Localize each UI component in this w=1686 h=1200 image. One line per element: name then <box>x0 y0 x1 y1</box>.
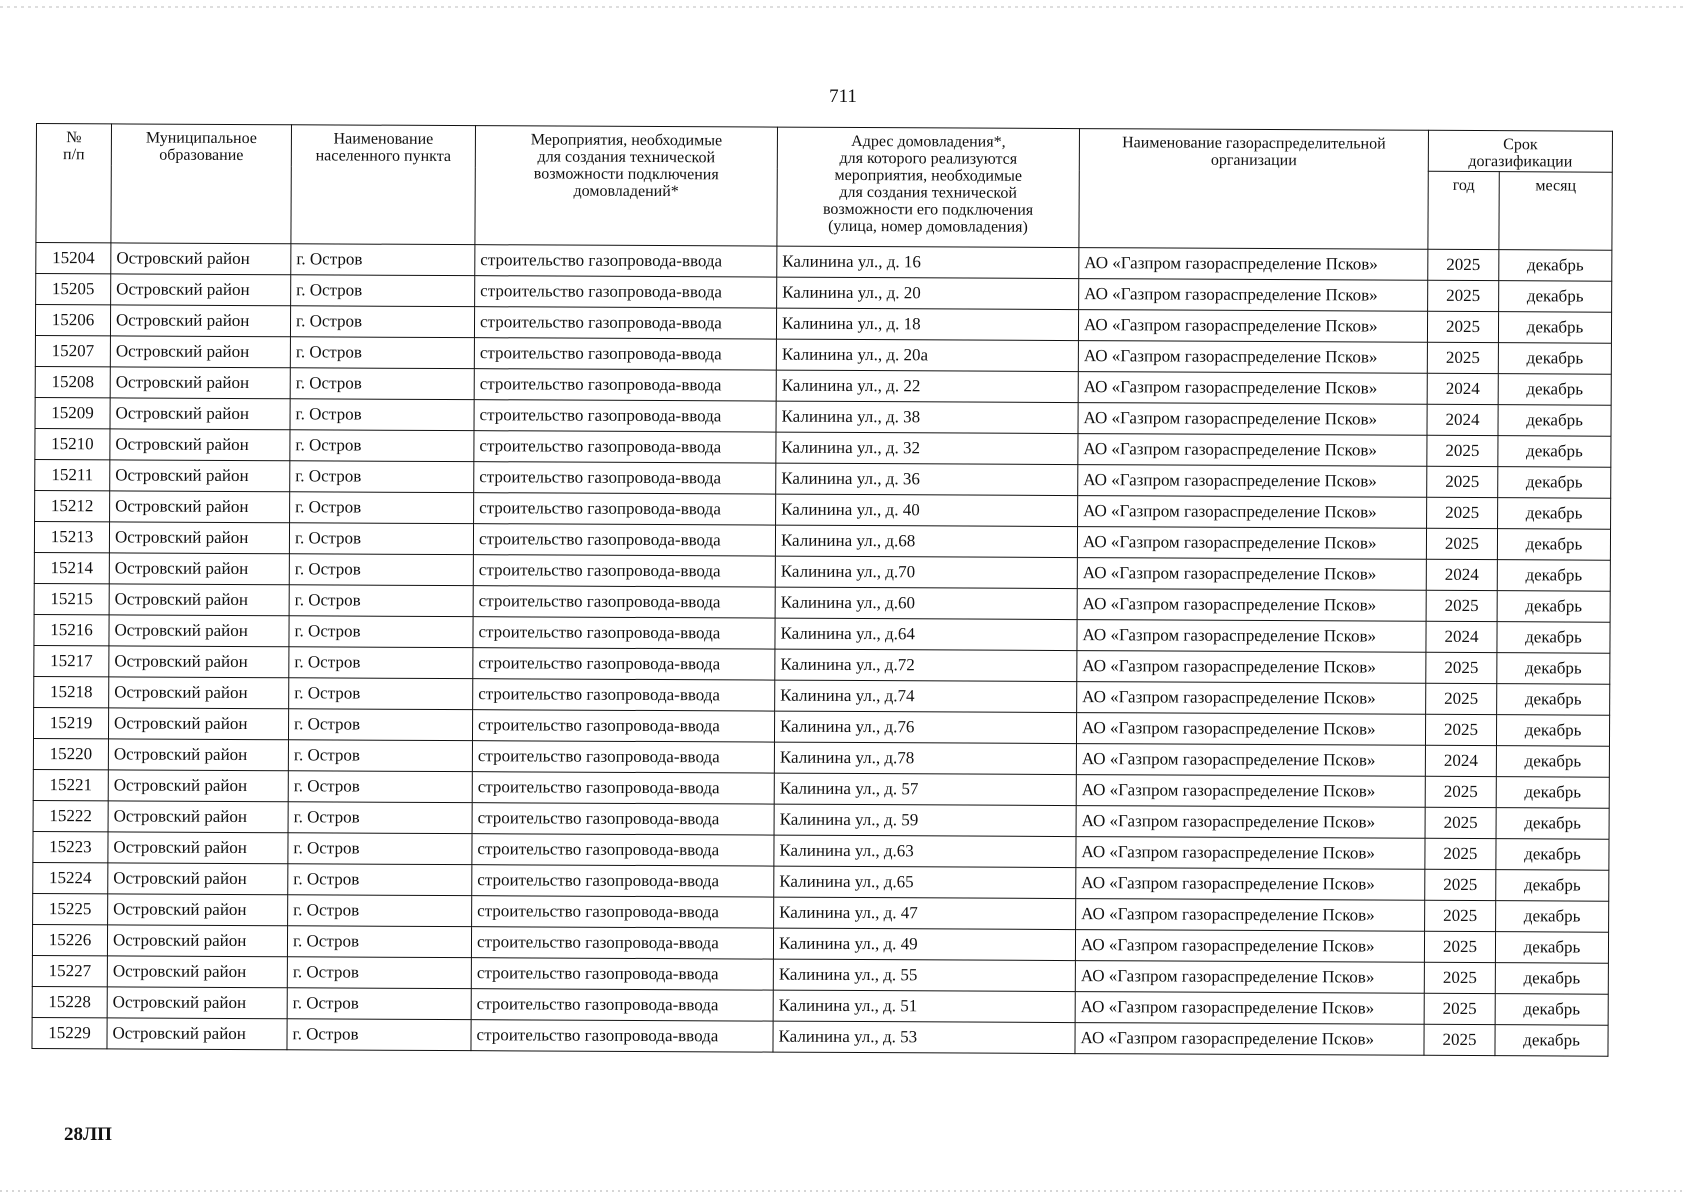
cell-activity: строительство газопровода-ввода <box>474 369 776 401</box>
cell-municipality: Островский район <box>111 274 291 306</box>
cell-activity: строительство газопровода-ввода <box>474 462 776 494</box>
cell-address: Калинина ул., д. 16 <box>777 246 1079 278</box>
cell-year: 2025 <box>1427 311 1498 342</box>
header-activities: Мероприятия, необходимые для создания технической возможности подключения домовладений* <box>475 126 778 246</box>
cell-locality: г. Остров <box>290 306 474 338</box>
cell-month: декабрь <box>1498 405 1611 437</box>
cell-num: 15204 <box>36 243 111 274</box>
cell-locality: г. Остров <box>288 771 472 803</box>
cell-num: 15208 <box>35 366 110 397</box>
header-num: № п/п <box>36 124 112 243</box>
cell-activity: строительство газопровода-ввода <box>471 958 773 990</box>
cell-organization: АО «Газпром газораспределение Псков» <box>1075 961 1424 994</box>
cell-activity: строительство газопровода-ввода <box>474 400 776 432</box>
table-row <box>32 1017 1608 1056</box>
page-number: 711 <box>829 86 857 107</box>
scan-edge-bottom <box>0 1190 1686 1192</box>
cell-num: 15205 <box>36 274 111 305</box>
cell-address: Калинина ул., д. 59 <box>774 804 1076 836</box>
cell-locality: г. Остров <box>288 709 472 741</box>
cell-activity: строительство газопровода-ввода <box>474 493 776 525</box>
cell-year: 2025 <box>1424 962 1495 993</box>
cell-organization: АО «Газпром газораспределение Псков» <box>1076 868 1425 901</box>
cell-municipality: Островский район <box>109 646 289 678</box>
cell-year: 2025 <box>1425 838 1496 869</box>
cell-num: 15209 <box>35 397 110 428</box>
cell-address: Калинина ул., д.72 <box>775 649 1077 681</box>
cell-locality: г. Остров <box>287 926 471 958</box>
cell-activity: строительство газопровода-ввода <box>472 741 774 773</box>
cell-activity: строительство газопровода-ввода <box>473 524 775 556</box>
cell-organization: АО «Газпром газораспределение Псков» <box>1078 496 1427 529</box>
cell-year: 2025 <box>1426 528 1497 559</box>
cell-municipality: Островский район <box>110 398 290 430</box>
header-month: месяц <box>1499 172 1612 251</box>
cell-month: декабрь <box>1495 963 1608 995</box>
cell-organization: АО «Газпром газораспределение Псков» <box>1078 372 1427 405</box>
cell-activity: строительство газопровода-ввода <box>474 431 776 463</box>
cell-month: декабрь <box>1498 374 1611 406</box>
cell-organization: АО «Газпром газораспределение Псков» <box>1076 837 1425 870</box>
cell-year: 2024 <box>1427 404 1498 435</box>
cell-month: декабрь <box>1496 870 1609 902</box>
cell-address: Калинина ул., д. 36 <box>776 463 1078 495</box>
cell-month: декабрь <box>1498 312 1611 344</box>
cell-organization: АО «Газпром газораспределение Псков» <box>1079 279 1428 312</box>
cell-organization: АО «Газпром газораспределение Псков» <box>1076 806 1425 839</box>
cell-year: 2025 <box>1425 869 1496 900</box>
cell-locality: г. Остров <box>289 585 473 617</box>
cell-activity: строительство газопровода-ввода <box>473 648 775 680</box>
cell-locality: г. Остров <box>288 802 472 834</box>
cell-month: декабрь <box>1495 932 1608 964</box>
cell-address: Калинина ул., д.76 <box>774 711 1076 743</box>
cell-month: декабрь <box>1496 777 1609 809</box>
cell-municipality: Островский район <box>110 305 290 337</box>
cell-num: 15218 <box>34 676 109 707</box>
cell-year: 2025 <box>1426 652 1497 683</box>
cell-year: 2025 <box>1426 683 1497 714</box>
cell-address: Калинина ул., д. 47 <box>774 897 1076 929</box>
cell-month: декабрь <box>1498 343 1611 375</box>
cell-locality: г. Остров <box>287 988 471 1020</box>
cell-year: 2025 <box>1427 435 1498 466</box>
cell-num: 15229 <box>32 1017 107 1048</box>
cell-municipality: Островский район <box>109 677 289 709</box>
cell-municipality: Островский район <box>107 956 287 988</box>
cell-activity: строительство газопровода-ввода <box>475 245 777 277</box>
cell-organization: АО «Газпром газораспределение Псков» <box>1076 744 1425 777</box>
cell-locality: г. Остров <box>287 957 471 989</box>
cell-organization: АО «Газпром газораспределение Псков» <box>1077 527 1426 560</box>
cell-organization: АО «Газпром газораспределение Псков» <box>1075 930 1424 963</box>
cell-address: Калинина ул., д. 51 <box>773 990 1075 1022</box>
cell-num: 15228 <box>32 986 107 1017</box>
cell-locality: г. Остров <box>289 647 473 679</box>
cell-organization: АО «Газпром газораспределение Псков» <box>1076 899 1425 932</box>
cell-activity: строительство газопровода-ввода <box>474 307 776 339</box>
scan-edge-top <box>0 6 1686 8</box>
cell-month: декабрь <box>1498 498 1611 530</box>
cell-municipality: Островский район <box>110 460 290 492</box>
cell-address: Калинина ул., д. 22 <box>776 370 1078 402</box>
cell-activity: строительство газопровода-ввода <box>474 338 776 370</box>
cell-locality: г. Остров <box>290 368 474 400</box>
cell-num: 15207 <box>35 335 110 366</box>
cell-activity: строительство газопровода-ввода <box>471 989 773 1021</box>
cell-year: 2024 <box>1427 373 1498 404</box>
cell-organization: АО «Газпром газораспределение Псков» <box>1076 775 1425 808</box>
cell-month: декабрь <box>1498 467 1611 499</box>
cell-activity: строительство газопровода-ввода <box>471 927 773 959</box>
cell-month: декабрь <box>1495 1025 1608 1057</box>
footer-code: 28ЛП <box>64 1124 112 1145</box>
cell-municipality: Островский район <box>109 522 289 554</box>
cell-organization: АО «Газпром газораспределение Псков» <box>1077 589 1426 622</box>
cell-municipality: Островский район <box>108 832 288 864</box>
cell-activity: строительство газопровода-ввода <box>472 834 774 866</box>
table-header-row <box>36 124 1612 173</box>
cell-municipality: Островский район <box>110 336 290 368</box>
cell-num: 15221 <box>33 769 108 800</box>
cell-locality: г. Остров <box>289 616 473 648</box>
cell-locality: г. Остров <box>288 740 472 772</box>
cell-address: Калинина ул., д.68 <box>775 525 1077 557</box>
cell-month: декабрь <box>1496 715 1609 747</box>
cell-year: 2025 <box>1427 466 1498 497</box>
cell-organization: АО «Газпром газораспределение Псков» <box>1077 651 1426 684</box>
cell-address: Калинина ул., д. 49 <box>773 928 1075 960</box>
cell-organization: АО «Газпром газораспределение Псков» <box>1075 992 1424 1025</box>
header-deadline: Срок догазификации <box>1428 130 1612 172</box>
cell-organization: АО «Газпром газораспределение Псков» <box>1078 403 1427 436</box>
cell-locality: г. Остров <box>289 678 473 710</box>
cell-num: 15211 <box>35 459 110 490</box>
cell-municipality: Островский район <box>109 584 289 616</box>
header-locality: Наименование населенного пункта <box>291 125 476 245</box>
cell-address: Калинина ул., д. 20а <box>776 339 1078 371</box>
cell-num: 15217 <box>34 645 109 676</box>
cell-organization: АО «Газпром газораспределение Псков» <box>1078 341 1427 374</box>
table-body <box>32 243 1612 1057</box>
cell-num: 15206 <box>35 305 110 336</box>
cell-num: 15215 <box>34 583 109 614</box>
cell-locality: г. Остров <box>290 337 474 369</box>
cell-organization: АО «Газпром газораспределение Псков» <box>1079 248 1428 281</box>
cell-address: Калинина ул., д. 57 <box>774 773 1076 805</box>
cell-num: 15222 <box>33 800 108 831</box>
cell-year: 2025 <box>1424 931 1495 962</box>
cell-organization: АО «Газпром газораспределение Псков» <box>1075 1023 1424 1056</box>
cell-year: 2024 <box>1425 745 1496 776</box>
cell-activity: строительство газопровода-ввода <box>472 865 774 897</box>
cell-address: Калинина ул., д.78 <box>774 742 1076 774</box>
cell-year: 2025 <box>1425 807 1496 838</box>
cell-activity: строительство газопровода-ввода <box>471 1020 773 1052</box>
cell-num: 15214 <box>34 552 109 583</box>
cell-municipality: Островский район <box>108 863 288 895</box>
header-municipality: Муниципальное образование <box>111 124 292 244</box>
cell-municipality: Островский район <box>110 429 290 461</box>
cell-year: 2025 <box>1428 249 1499 280</box>
cell-month: декабрь <box>1497 560 1610 592</box>
cell-municipality: Островский район <box>107 1018 287 1050</box>
cell-locality: г. Остров <box>291 244 475 276</box>
cell-organization: АО «Газпром газораспределение Псков» <box>1077 682 1426 715</box>
cell-num: 15212 <box>35 490 110 521</box>
header-year: год <box>1428 171 1499 249</box>
cell-num: 15224 <box>33 862 108 893</box>
cell-year: 2025 <box>1427 342 1498 373</box>
cell-municipality: Островский район <box>108 770 288 802</box>
cell-activity: строительство газопровода-ввода <box>473 555 775 587</box>
cell-municipality: Островский район <box>109 615 289 647</box>
cell-municipality: Островский район <box>109 553 289 585</box>
cell-num: 15216 <box>34 614 109 645</box>
cell-locality: г. Остров <box>291 275 475 307</box>
cell-num: 15220 <box>33 738 108 769</box>
cell-address: Калинина ул., д.60 <box>775 587 1077 619</box>
cell-address: Калинина ул., д. 18 <box>776 308 1078 340</box>
cell-month: декабрь <box>1497 529 1610 561</box>
cell-organization: АО «Газпром газораспределение Псков» <box>1078 465 1427 498</box>
cell-activity: строительство газопровода-ввода <box>473 617 775 649</box>
cell-activity: строительство газопровода-ввода <box>475 276 777 308</box>
cell-year: 2025 <box>1425 714 1496 745</box>
cell-address: Калинина ул., д.70 <box>775 556 1077 588</box>
cell-address: Калинина ул., д. 40 <box>776 494 1078 526</box>
cell-month: декабрь <box>1497 653 1610 685</box>
cell-activity: строительство газопровода-ввода <box>472 896 774 928</box>
cell-num: 15227 <box>32 955 107 986</box>
cell-year: 2025 <box>1427 497 1498 528</box>
cell-locality: г. Остров <box>289 554 473 586</box>
cell-year: 2025 <box>1424 993 1495 1024</box>
cell-municipality: Островский район <box>107 987 287 1019</box>
cell-locality: г. Остров <box>288 895 472 927</box>
cell-organization: АО «Газпром газораспределение Псков» <box>1077 558 1426 591</box>
cell-num: 15223 <box>33 831 108 862</box>
cell-year: 2024 <box>1426 621 1497 652</box>
gasification-table <box>31 123 1613 1057</box>
cell-year: 2025 <box>1425 900 1496 931</box>
cell-address: Калинина ул., д.64 <box>775 618 1077 650</box>
cell-locality: г. Остров <box>290 430 474 462</box>
cell-month: декабрь <box>1496 839 1609 871</box>
cell-month: декабрь <box>1496 808 1609 840</box>
cell-address: Калинина ул., д.65 <box>774 866 1076 898</box>
cell-activity: строительство газопровода-ввода <box>473 586 775 618</box>
cell-locality: г. Остров <box>288 833 472 865</box>
cell-organization: АО «Газпром газораспределение Псков» <box>1077 620 1426 653</box>
cell-month: декабрь <box>1497 591 1610 623</box>
cell-address: Калинина ул., д. 32 <box>776 432 1078 464</box>
cell-organization: АО «Газпром газораспределение Псков» <box>1076 713 1425 746</box>
cell-num: 15219 <box>33 707 108 738</box>
cell-activity: строительство газопровода-ввода <box>473 679 775 711</box>
cell-locality: г. Остров <box>288 864 472 896</box>
cell-year: 2024 <box>1426 559 1497 590</box>
cell-locality: г. Остров <box>287 1019 471 1051</box>
cell-num: 15213 <box>34 521 109 552</box>
cell-month: декабрь <box>1495 994 1608 1026</box>
header-address: Адрес домовладения*, для которого реализуются мероприятия, необходимые для создания технической возможности его подключения (улица, номер домовладения) <box>777 127 1080 247</box>
cell-locality: г. Остров <box>290 461 474 493</box>
cell-num: 15210 <box>35 428 110 459</box>
cell-locality: г. Остров <box>290 492 474 524</box>
cell-year: 2025 <box>1424 1024 1495 1055</box>
cell-activity: строительство газопровода-ввода <box>472 772 774 804</box>
cell-address: Калинина ул., д.74 <box>775 680 1077 712</box>
cell-municipality: Островский район <box>110 491 290 523</box>
cell-month: декабрь <box>1498 436 1611 468</box>
cell-locality: г. Остров <box>290 399 474 431</box>
cell-locality: г. Остров <box>289 523 473 555</box>
cell-month: декабрь <box>1497 622 1610 654</box>
cell-municipality: Островский район <box>108 739 288 771</box>
cell-municipality: Островский район <box>108 708 288 740</box>
cell-year: 2025 <box>1426 590 1497 621</box>
cell-address: Калинина ул., д. 55 <box>773 959 1075 991</box>
cell-activity: строительство газопровода-ввода <box>472 710 774 742</box>
cell-municipality: Островский район <box>108 801 288 833</box>
cell-organization: АО «Газпром газораспределение Псков» <box>1078 434 1427 467</box>
cell-year: 2025 <box>1425 776 1496 807</box>
cell-num: 15225 <box>33 893 108 924</box>
cell-address: Калинина ул., д. 53 <box>773 1021 1075 1053</box>
cell-month: декабрь <box>1496 746 1609 778</box>
cell-month: декабрь <box>1499 281 1612 313</box>
cell-year: 2025 <box>1428 280 1499 311</box>
cell-municipality: Островский район <box>107 925 287 957</box>
cell-organization: АО «Газпром газораспределение Псков» <box>1078 310 1427 343</box>
cell-num: 15226 <box>32 924 107 955</box>
header-organization: Наименование газораспределительной организации <box>1079 129 1429 250</box>
cell-address: Калинина ул., д. 38 <box>776 401 1078 433</box>
cell-municipality: Островский район <box>108 894 288 926</box>
cell-municipality: Островский район <box>110 367 290 399</box>
cell-address: Калинина ул., д. 20 <box>777 277 1079 309</box>
cell-municipality: Островский район <box>111 243 291 275</box>
cell-address: Калинина ул., д.63 <box>774 835 1076 867</box>
cell-month: декабрь <box>1499 250 1612 282</box>
cell-activity: строительство газопровода-ввода <box>472 803 774 835</box>
cell-month: декабрь <box>1497 684 1610 716</box>
cell-month: декабрь <box>1496 901 1609 933</box>
